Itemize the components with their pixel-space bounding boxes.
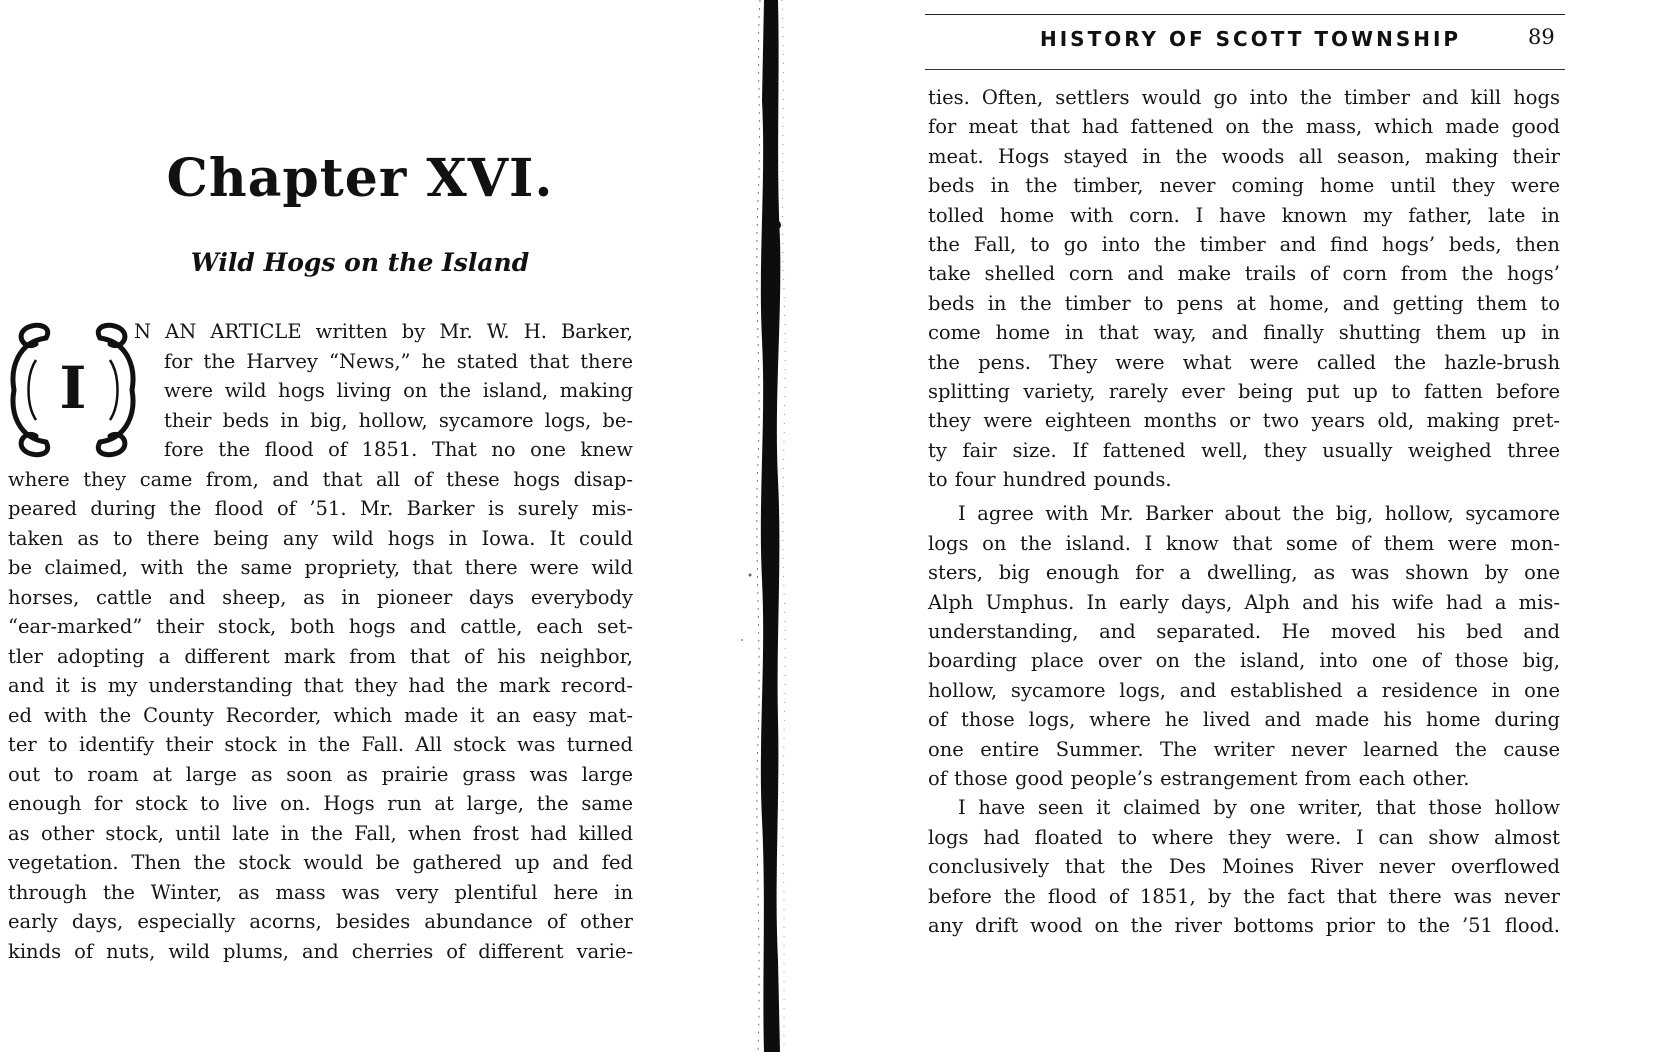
text-line: beds in the timber to pens at home, and getting them to [928, 291, 1560, 315]
text-line: for meat that had fattened on the mass, which made good [928, 115, 1560, 139]
text-line: logs on the island. I know that some of them were mon- [928, 531, 1560, 555]
text-line: be claimed, with the same propriety, that there were wild [8, 556, 633, 579]
text-line: ty fair size. If fattened well, they usually weighed three [928, 438, 1560, 462]
right-body-text [928, 83, 1560, 940]
text-line: boarding place over on the island, into one of those big, [928, 649, 1560, 673]
gutter-shadow-icon [720, 0, 800, 1052]
text-line: early days, especially acorns, besides abundance of other [8, 910, 633, 933]
text-line: logs had floated to where they were. I can show almost [928, 825, 1560, 849]
text-line: hollow, sycamore logs, and established a residence in one [928, 678, 1560, 702]
text-line: out to roam at large as soon as prairie grass was large [8, 762, 633, 786]
text-line: vegetation. Then the stock would be gathered up and fed [8, 851, 633, 874]
text-line: one entire Summer. The writer never learned the cause [928, 737, 1560, 761]
text-line: come home in that way, and finally shutting them up in [928, 321, 1560, 345]
text-line: of those good people’s estrangement from each other. [928, 766, 1470, 790]
text-line: they were eighteen months or two years old, making pret- [928, 409, 1560, 433]
text-line: ed with the County Recorder, which made it an easy mat- [8, 703, 633, 727]
text-line: peared during the flood of ’51. Mr. Barker is surely mis- [8, 497, 633, 520]
text-line: horses, cattle and sheep, as in pioneer days everybody [8, 585, 633, 609]
text-line: as other stock, until late in the Fall, when frost had killed [8, 821, 633, 845]
text-line: ties. Often, settlers would go into the timber and kill hogs [928, 86, 1560, 109]
right-page [900, 0, 1678, 1052]
text-line: understanding, and separated. He moved his bed and [928, 620, 1560, 644]
text-line: kinds of nuts, wild plums, and cherries of different varie- [8, 939, 633, 963]
text-line: for the Harvey “News,” he stated that there [164, 349, 633, 373]
drop-cap-letter: I [59, 354, 87, 422]
text-line: their beds in big, hollow, sycamore logs, be- [164, 408, 633, 432]
text-line: taken as to there being any wild hogs in Iowa. It could [8, 526, 633, 550]
text-line: splitting variety, rarely ever being put up to fatten before [928, 379, 1560, 403]
text-line: of those logs, where he lived and made his home during [928, 708, 1560, 732]
text-line: were wild hogs living on the island, making [164, 379, 633, 402]
text-line: N AN ARTICLE written by Mr. W. H. Barker, [134, 320, 633, 343]
text-line: where they came from, and that all of these hogs disap- [8, 467, 633, 491]
text-line: I agree with Mr. Barker about the big, hollow, sycamore [958, 502, 1560, 526]
text-line: conclusively that the Des Moines River never overflowed [928, 855, 1560, 879]
text-line: the Fall, to go into the timber and find hogs’ beds, then [928, 232, 1560, 256]
book-gutter [720, 0, 800, 1052]
header-rule-top [925, 14, 1565, 15]
text-line: tler adopting a different mark from that of his neighbor, [8, 644, 633, 668]
left-body-text [8, 317, 633, 966]
chapter-title: Chapter XVI. [166, 148, 554, 209]
chapter-subtitle: Wild Hogs on the Island [190, 248, 530, 277]
text-line: tolled home with corn. I have known my father, late in [928, 203, 1560, 227]
header-rule-bottom [925, 69, 1565, 70]
text-line: beds in the timber, never coming home until they were [928, 174, 1560, 198]
text-line: meat. Hogs stayed in the woods all season, making their [928, 144, 1560, 168]
text-line: Alph Umphus. In early days, Alph and his wife had a mis- [928, 590, 1560, 614]
text-line: to four hundred pounds. [928, 468, 1172, 492]
text-line: any drift wood on the river bottoms prior to the ’51 flood. [928, 913, 1560, 937]
text-line: before the flood of 1851, by the fact that there was never [928, 884, 1560, 908]
text-line: sters, big enough for a dwelling, as was shown by one [928, 561, 1560, 585]
text-line: the pens. They were what were called the hazle-brush [928, 350, 1560, 374]
text-line: ter to identify their stock in the Fall. All stock was turned [8, 733, 633, 756]
page-number: 89 [1528, 25, 1555, 49]
running-head: HISTORY OF SCOTT TOWNSHIP [1040, 27, 1462, 51]
text-line: fore the flood of 1851. That no one knew [164, 438, 633, 461]
text-line: enough for stock to live on. Hogs run at large, the same [8, 792, 633, 815]
text-line: “ear-marked” their stock, both hogs and cattle, each set- [8, 615, 633, 638]
left-page [0, 0, 700, 1052]
text-line: through the Winter, as mass was very plentiful here in [8, 880, 633, 904]
text-line: and it is my understanding that they had the mark record- [8, 674, 633, 697]
text-line: I have seen it claimed by one writer, that those hollow [958, 796, 1560, 820]
text-line: take shelled corn and make trails of corn from the hogs’ [928, 262, 1560, 286]
